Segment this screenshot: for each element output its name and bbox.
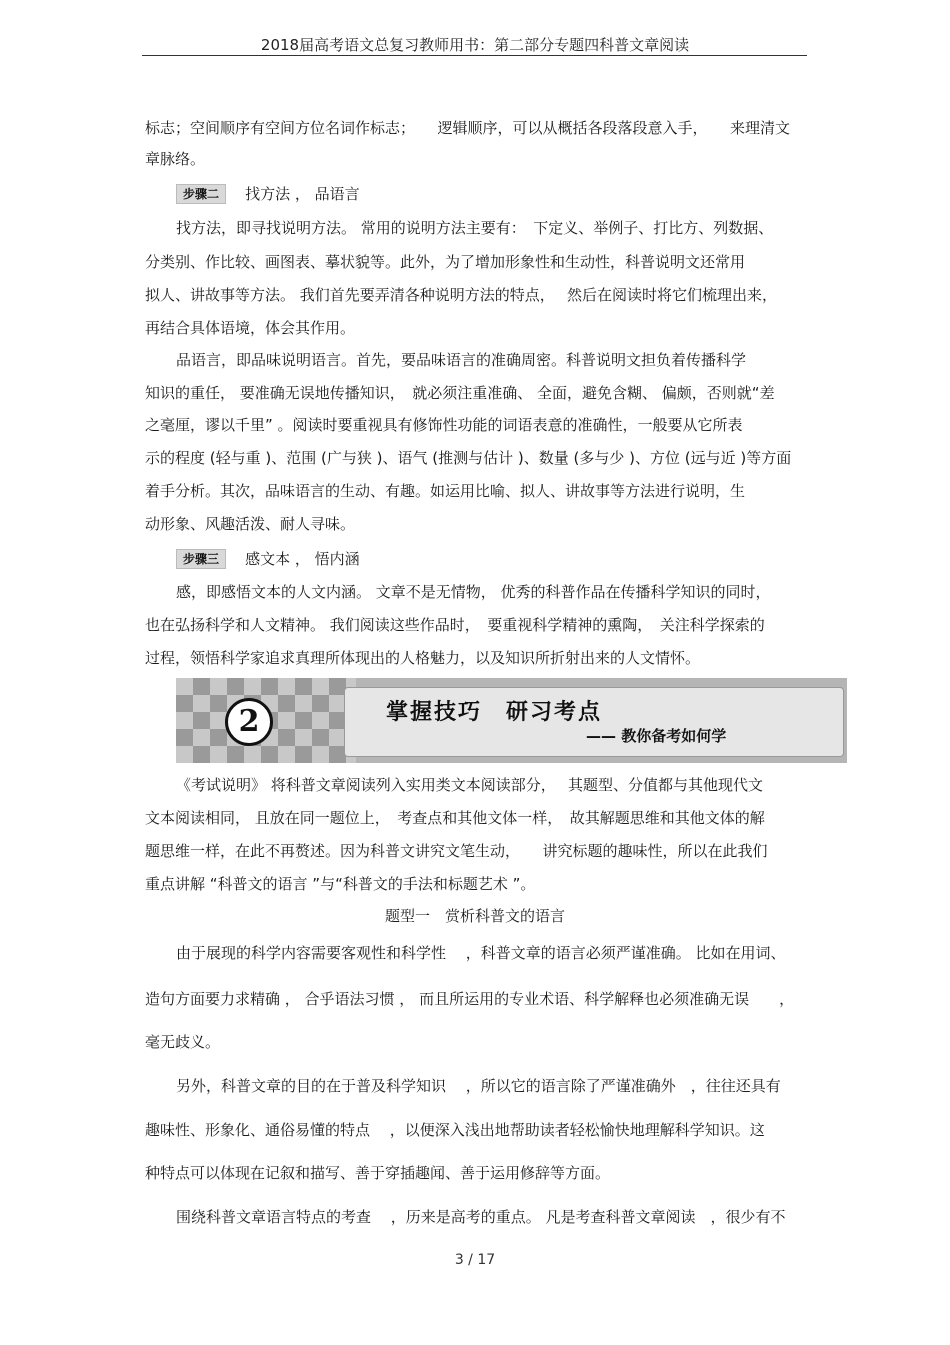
paragraph-line: 动形象、风趣活泼、耐人寻味。 — [145, 515, 356, 533]
paragraph-line: 分类别、作比较、画图表、摹状貌等。此外，为了增加形象性和生动性，科普说明文还常用 — [145, 253, 746, 271]
header-rule — [142, 55, 807, 56]
section-title: 题型一 赏析科普文的语言 — [384, 907, 565, 925]
paragraph-line: 拟人、讲故事等方法。 我们首先要弄清各种说明方法的特点， 然后在阅读时将它们梳理出来， — [145, 286, 778, 304]
step-badge: 步骤三 — [176, 549, 226, 569]
paragraph-line: 由于展现的科学内容需要客观性和科学性 ，科普文章的语言必须严谨准确。 比如在用词、 — [176, 944, 786, 962]
step-title: 感文本 ， 悟内涵 — [245, 550, 360, 568]
paragraph-line: 《考试说明》 将科普文章阅读列入实用类文本阅读部分， 其题型、分值都与其他现代文 — [176, 776, 764, 794]
paragraph-line: 种特点可以体现在记叙和描写、善于穿插趣闻、善于运用修辞等方面。 — [145, 1164, 611, 1182]
step-two-heading — [176, 183, 360, 205]
banner-subtitle: —— 教你备考如何学 — [586, 727, 727, 745]
running-header: 2018届高考语文总复习教师用书：第二部分专题四科普文章阅读 — [260, 36, 690, 54]
step-badge: 步骤二 — [176, 184, 226, 204]
paragraph-line: 标志；空间顺序有空间方位名词作标志； 逻辑顺序，可以从概括各段落段意入手， 来理清文 — [145, 119, 791, 137]
paragraph-line: 也在弘扬科学和人文精神。 我们阅读这些作品时， 要重视科学精神的熏陶， 关注科学探索的 — [145, 616, 765, 634]
paragraph-line: 文本阅读相同， 且放在同一题位上， 考查点和其他文体一样， 故其解题思维和其他文体的解 — [145, 809, 765, 827]
paragraph-line: 重点讲解 “科普文的语言 ”与“科普文的手法和标题艺术 ”。 — [145, 875, 536, 893]
paragraph-line: 题思维一样，在此不再赘述。因为科普文讲究文笔生动， 讲究标题的趣味性，所以在此我们 — [145, 842, 768, 860]
paragraph-line: 造句方面要力求精确 ， 合乎语法习惯 ， 而且所运用的专业术语、科学解释也必须准确无误 ， — [145, 990, 795, 1008]
paragraph-line: 围绕科普文章语言特点的考查 ，历来是高考的重点。 凡是考查科普文章阅读 ，很少有不 — [176, 1208, 786, 1226]
step-title: 找方法 ， 品语言 — [245, 185, 360, 203]
paragraph-line: 找方法，即寻找说明方法。 常用的说明方法主要有： 下定义、举例子、打比方、列数据、 — [176, 219, 774, 237]
page-number: 3 / 17 — [454, 1252, 496, 1268]
paragraph-line: 感，即感悟文本的人文内涵。 文章不是无情物， 优秀的科普作品在传播科学知识的同时， — [176, 583, 771, 601]
paragraph-line: 趣味性、形象化、通俗易懂的特点 ，以便深入浅出地帮助读者轻松愉快地理解科学知识。这 — [145, 1121, 765, 1139]
section-number-badge: 2 — [225, 698, 273, 746]
paragraph-line: 再结合具体语境，体会其作用。 — [145, 319, 356, 337]
paragraph-line: 章脉络。 — [145, 150, 206, 168]
section-banner — [176, 678, 847, 763]
step-three-heading — [176, 548, 360, 570]
paragraph-line: 示的程度 (轻与重 )、范围 (广与狭 )、语气 (推测与估计 )、数量 (多与少 )、方位 (远与近 )等方面 — [145, 449, 792, 467]
paragraph-line: 之毫厘，谬以千里” 。阅读时要重视具有修饰性功能的词语表意的准确性，一般要从它所表 — [145, 416, 743, 434]
paragraph-line: 着手分析。其次，品味语言的生动、有趣。如运用比喻、拟人、讲故事等方法进行说明，生 — [145, 482, 746, 500]
paragraph-line: 毫无歧义。 — [145, 1033, 221, 1051]
paragraph-line: 过程，领悟科学家追求真理所体现出的人格魅力，以及知识所折射出来的人文情怀。 — [145, 649, 701, 667]
banner-title: 掌握技巧 研习考点 — [386, 700, 603, 725]
paragraph-line: 另外，科普文章的目的在于普及科学知识 ，所以它的语言除了严谨准确外 ，往往还具有 — [176, 1077, 781, 1095]
paragraph-line: 品语言，即品味说明语言。首先，要品味语言的准确周密。科普说明文担负着传播科学 — [176, 351, 747, 369]
paragraph-line: 知识的重任， 要准确无误地传播知识， 就必须注重准确、 全面，避免含糊、 偏颇，否则就“差 — [145, 384, 775, 402]
